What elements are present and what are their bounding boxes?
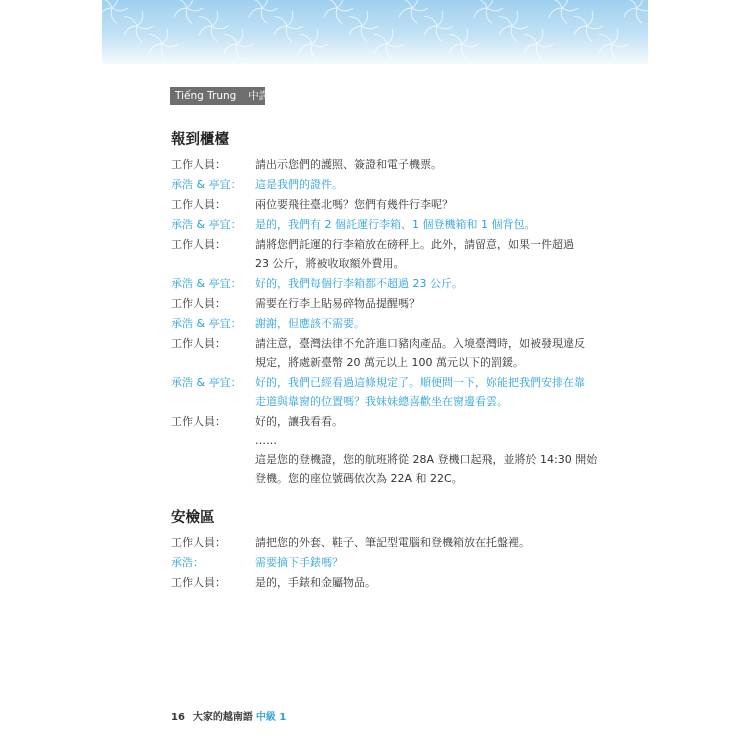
dialogue-text: 這是我們的證件。 (255, 178, 343, 191)
speaker-label: 承浩： (171, 556, 204, 569)
dialogue-text: 好的，我們每個行李箱都不超過 23 公斤。 (255, 277, 463, 290)
speaker-label: 承浩 & 亭宜： (171, 218, 242, 231)
dialogue-text: 兩位要飛往臺北嗎？您們有幾件行李呢？ (255, 198, 453, 211)
speaker-label: 工作人員： (171, 415, 226, 428)
dialogue-text: 請將您們託運的行李箱放在磅秤上。此外，請留意，如果一件超過 (255, 238, 574, 251)
section-title: 報到櫃檯 (171, 132, 229, 148)
speaker-label: 工作人員： (171, 576, 226, 589)
language-label: Tiếng Trung (175, 90, 237, 102)
speaker-label: 承浩 & 亭宜： (171, 376, 242, 389)
dialogue-text: 是的，我們有 2 個託運行李箱、1 個登機箱和 1 個背包。 (255, 218, 536, 231)
speaker-label: 工作人員： (171, 158, 226, 171)
page-footer (171, 708, 286, 723)
dialogue-text: 好的，讓我看看。 (255, 415, 343, 428)
page-number: 16 (171, 712, 185, 723)
dialogue-text: 請注意，臺灣法律不允許進口豬肉產品。入境臺灣時，如被發現違反 (255, 337, 585, 350)
dialogue-text: 23 公斤，將被收取額外費用。 (255, 257, 405, 270)
speaker-label: 工作人員： (171, 337, 226, 350)
dialogue-text: 請把您的外套、鞋子、筆記型電腦和登機箱放在托盤裡。 (255, 536, 530, 549)
section-title: 安檢區 (171, 510, 215, 526)
speaker-label: 工作人員： (171, 238, 226, 251)
language-label-zh: 中譯 (248, 90, 270, 102)
floral-pattern-icon (102, 0, 648, 64)
speaker-label: 工作人員： (171, 198, 226, 211)
speaker-label: 承浩 & 亭宜： (171, 317, 242, 330)
speaker-label: 工作人員： (171, 297, 226, 310)
dialogue-text: 這是您的登機證，您的航班將從 28A 登機口起飛，並將於 14:30 開始 (255, 453, 598, 466)
dialogue-text: 規定，將處新臺幣 20 萬元以上 100 萬元以下的罰鍰。 (255, 356, 524, 369)
dialogue-text: 是的，手錶和金屬物品。 (255, 576, 376, 589)
speaker-label: 承浩 & 亭宜： (171, 178, 242, 191)
book-level: 中級 1 (255, 712, 287, 723)
dialogue-text: 走道與靠窗的位置嗎？我妹妹總喜歡坐在窗邊看雲。 (255, 395, 508, 408)
dialogue-text: 登機。您的座位號碼依次為 22A 和 22C。 (255, 472, 463, 485)
language-label-bar (170, 87, 270, 105)
dialogue-text: 謝謝，但應該不需要。 (255, 317, 365, 330)
book-title: 大家的越南語 (192, 712, 253, 723)
dialogue-text: 需要在行李上貼易碎物品提醒嗎？ (255, 297, 420, 310)
dialogue-text: …… (255, 434, 277, 447)
speaker-label: 承浩 & 亭宜： (171, 277, 242, 290)
header-banner (102, 0, 648, 64)
dialogue-text: 好的，我們已經看過這條規定了。順便問一下，妳能把我們安排在靠 (255, 376, 585, 389)
dialogue-text: 請出示您們的護照、簽證和電子機票。 (255, 158, 442, 171)
speaker-label: 工作人員： (171, 536, 226, 549)
dialogue-text: 需要摘下手錶嗎？ (255, 556, 343, 569)
